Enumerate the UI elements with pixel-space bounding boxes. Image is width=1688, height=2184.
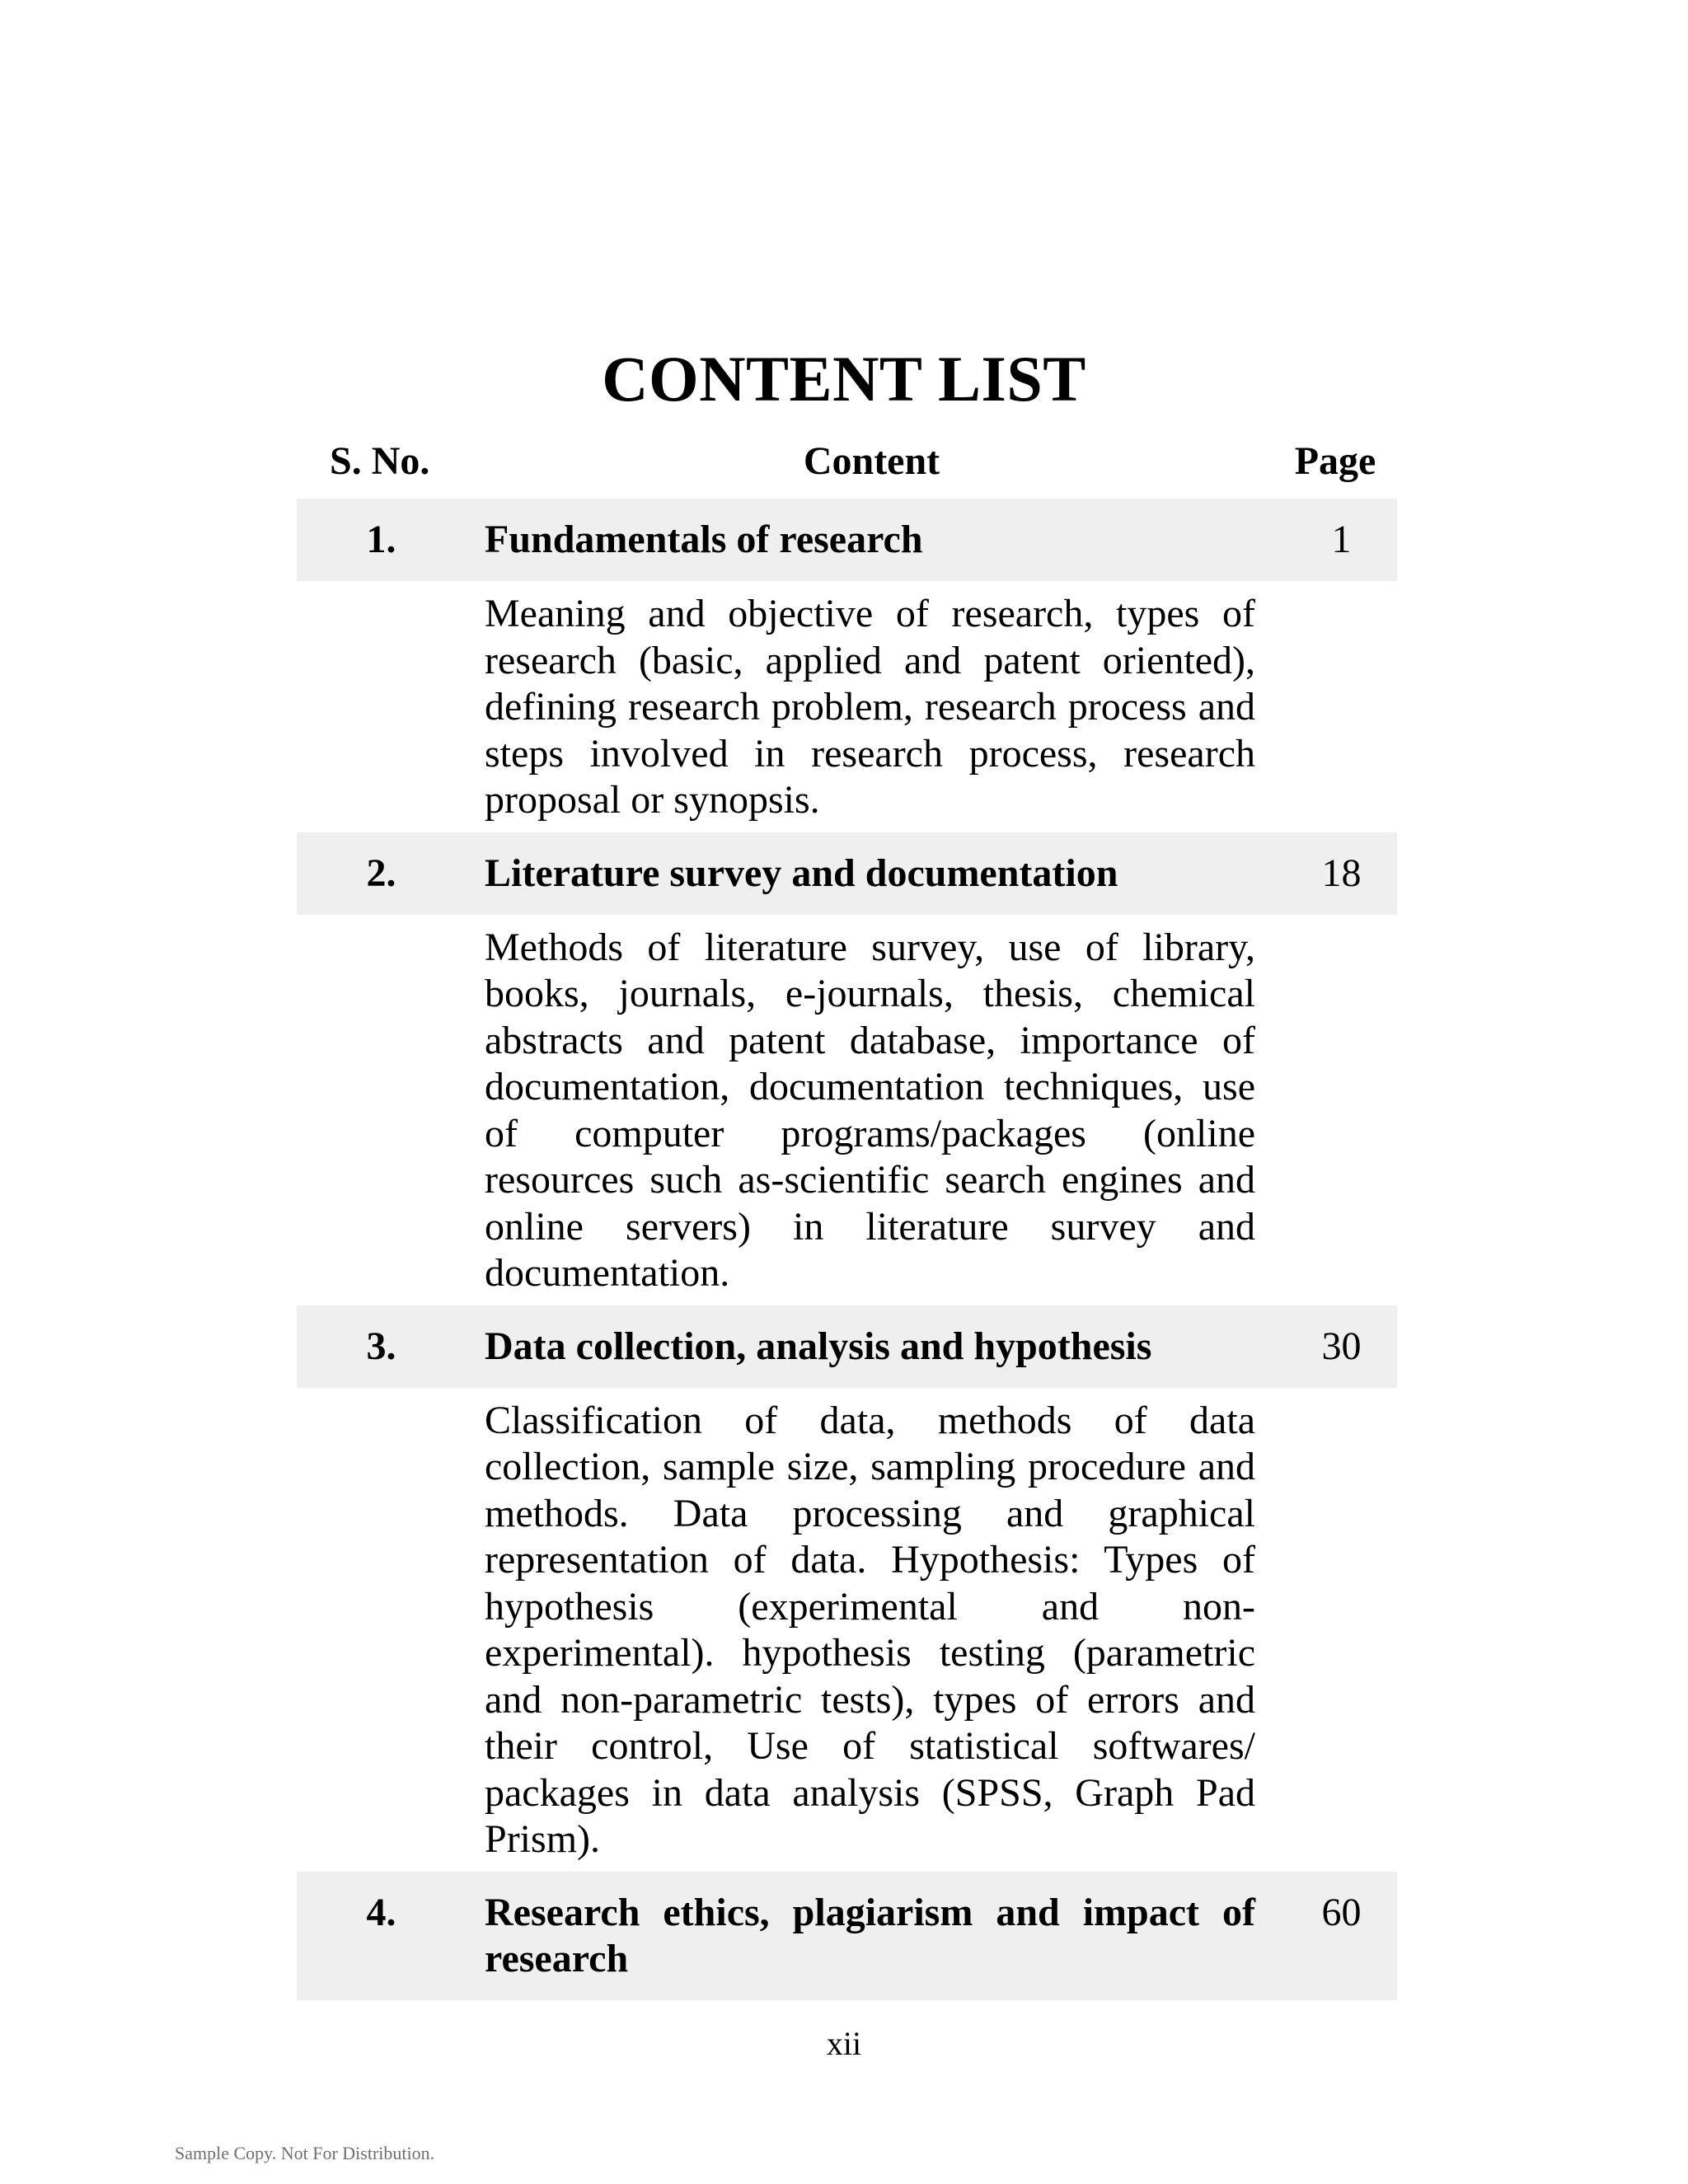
page-title: CONTENT LIST (602, 343, 1086, 415)
page-number: xii (826, 2025, 862, 2062)
chapter-row (297, 832, 1397, 915)
chapter-number: 1. (366, 518, 396, 561)
chapter-row (297, 1305, 1397, 1388)
chapter-page: 60 (1321, 1890, 1362, 1934)
chapter-page: 30 (1321, 1324, 1362, 1368)
chapter-row (297, 499, 1397, 581)
chapter-page: 18 (1321, 851, 1362, 895)
chapter-number: 2. (366, 851, 396, 895)
chapter-number: 3. (366, 1324, 396, 1368)
chapter-title: Data collection, analysis and hypothesis (485, 1324, 1152, 1368)
chapter-description: Classification of data, methods of data collection, sample size, sampling procedure and methods. Data processing and graphical representation of data. Hypothesis: Types of hypothesis (experimental and non-experimental). hypothesis testing (parametric and non-parametric tests), types of errors and their control, Use of statistical softwares/ packages in data analysis (SPSS, Graph Pad Prism). (485, 1398, 1255, 1861)
chapter-title: Fundamentals of research (485, 518, 923, 561)
table-header (0, 437, 1688, 486)
column-header-page: Page (1294, 439, 1376, 483)
chapter-description: Methods of literature survey, use of library, books, journals, e-journals, thesis, chemical abstracts and patent database, importance of documentation, documentation techniques, use of computer programs/packages (online resources such as-scientific search engines and online servers) in literature survey and documentation. (485, 925, 1255, 1295)
chapter-page: 1 (1331, 518, 1352, 561)
chapter-number: 4. (366, 1890, 396, 1934)
chapter-description: Meaning and objective of research, types of research (basic, applied and patent oriented), defining research problem, research process and steps involved in research process, research proposal or synopsis. (485, 592, 1255, 822)
chapter-title: Research ethics, plagiarism and impact of research (485, 1890, 1255, 1980)
column-header-sno: S. No. (330, 439, 430, 483)
watermark-notice: Sample Copy. Not For Distribution. (175, 2143, 435, 2163)
chapter-title: Literature survey and documentation (485, 851, 1118, 895)
contents-table (297, 499, 1397, 2000)
chapter-row (297, 1872, 1397, 2000)
column-header-content: Content (803, 439, 940, 483)
